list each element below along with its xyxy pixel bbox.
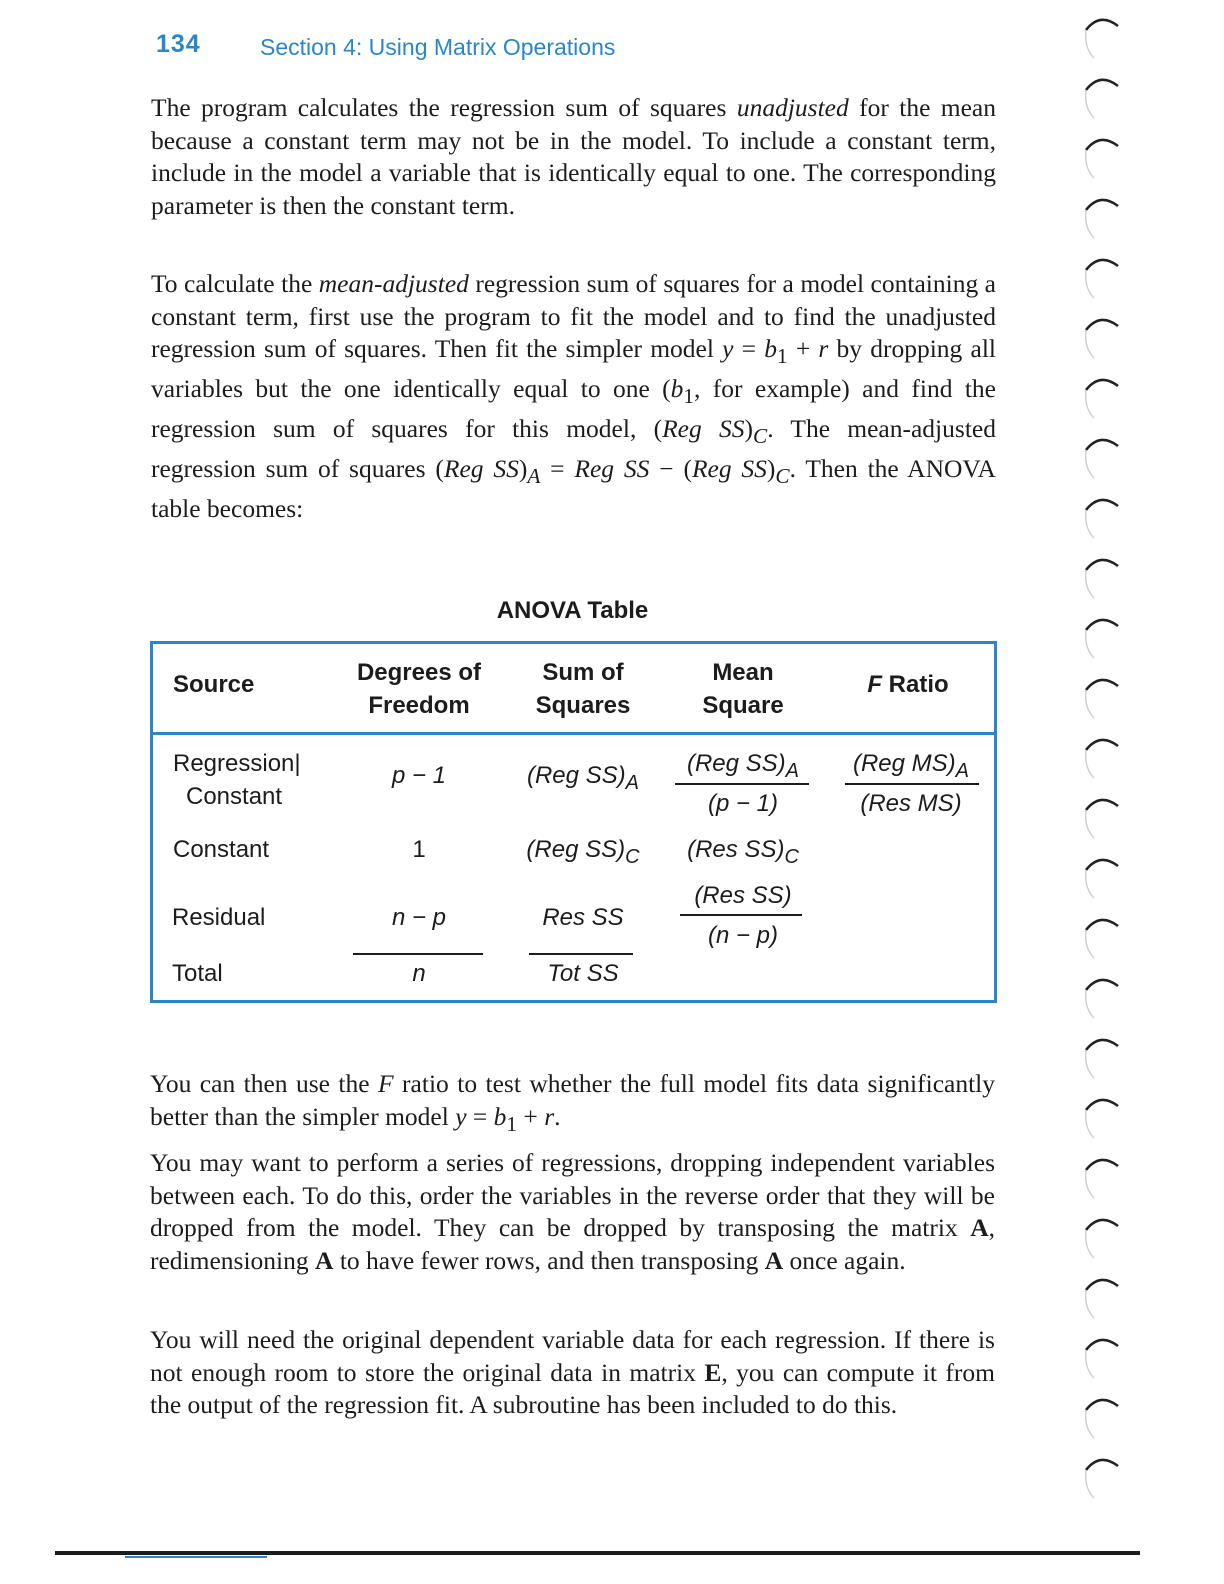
text: by dropping all variables but the one identically equal to one ( (151, 334, 996, 404)
row-regression-ms-numerator (673, 748, 813, 787)
binding-ring (1086, 1460, 1118, 1470)
header-line: Squares (535, 692, 631, 719)
math-sub: C (753, 424, 768, 449)
header-line: Freedom (368, 692, 470, 719)
math: + (517, 1101, 545, 1131)
matrix-name: A (970, 1213, 989, 1243)
section-title: Section 4: Using Matrix Operations (260, 34, 616, 60)
header-f: F (867, 671, 882, 698)
binding-ring (1086, 980, 1118, 990)
binding-ring (1086, 1040, 1118, 1050)
binding-ring-shadow (1086, 750, 1094, 778)
text: You will need the original dependent variable data for each regression. If there is not enough room to store the original data in matrix (150, 1325, 995, 1387)
header-source: Source (173, 671, 255, 698)
binding-ring (1086, 80, 1118, 90)
row-regression-ms-denominator: (p − 1) (707, 790, 779, 817)
binding-ring (1086, 320, 1118, 330)
binding-ring (1086, 920, 1118, 930)
binding-ring-shadow (1086, 1110, 1094, 1138)
ms-text: (Reg SS) (686, 750, 786, 777)
matrix-name: A (315, 1246, 334, 1276)
header-f-ratio (843, 668, 973, 701)
page-bottom-rule (55, 1551, 1140, 1555)
matrix-name: E (704, 1357, 722, 1387)
spiral-binding (1080, 0, 1140, 1584)
ms-sub: A (785, 759, 800, 782)
header-line: Sum of (542, 659, 624, 686)
ss-text: (Reg SS) (526, 762, 626, 789)
text: You can then use the (150, 1069, 379, 1098)
math-sub: 1 (777, 344, 788, 369)
paragraph-5 (150, 1324, 995, 1422)
math: y (455, 1101, 467, 1131)
ss-sub: A (625, 771, 640, 794)
math: r (544, 1101, 555, 1131)
binding-ring (1086, 500, 1118, 510)
ms-sub: C (784, 845, 799, 868)
binding-ring-shadow (1086, 150, 1094, 178)
ss-sub: C (625, 845, 640, 868)
binding-ring-shadow (1086, 810, 1094, 838)
math-sub: A (527, 463, 541, 488)
emphasis: unadjusted (736, 93, 849, 122)
text: , for example) and find the regression sum of squares for this model, ( (151, 374, 996, 443)
math-sub: 1 (683, 384, 695, 409)
page-number: 134 (156, 30, 201, 58)
anova-table (150, 641, 997, 1003)
math: r (818, 334, 829, 364)
row-regression-dof: p − 1 (391, 762, 447, 789)
binding-ring-shadow (1086, 1170, 1094, 1198)
row-residual-ss: Res SS (542, 904, 624, 931)
math: ) (766, 453, 776, 483)
text: ratio to test whether the full model fits data significantly better than the simpler model (150, 1069, 996, 1131)
math: Reg SS (691, 453, 767, 483)
binding-ring-shadow (1086, 990, 1094, 1018)
text: , redimensioning (150, 1213, 995, 1276)
binding-ring-shadow (1086, 1410, 1094, 1438)
fraction-line (845, 783, 979, 785)
math: F (378, 1069, 394, 1098)
row-regression-f-numerator (843, 748, 979, 787)
total-rule (529, 953, 633, 955)
anova-table-title: ANOVA Table (496, 597, 649, 624)
binding-ring (1086, 1400, 1118, 1410)
text: . The mean-adjusted regression sum of squares ( (151, 414, 996, 483)
binding-ring (1086, 1160, 1118, 1170)
binding-ring-shadow (1086, 510, 1094, 538)
binding-ring-shadow (1086, 450, 1094, 478)
row-residual-dof: n − p (391, 904, 447, 931)
binding-ring (1086, 200, 1118, 210)
binding-ring (1086, 860, 1118, 870)
math: b (670, 374, 684, 404)
text: . Then the ANOVA table becomes: (151, 453, 996, 523)
binding-ring-shadow (1086, 30, 1094, 58)
row-total-dof: n (412, 960, 426, 987)
header-divider (153, 732, 994, 735)
text: regression sum of squares for a model containing a constant term, first use the program to fit the model and to find the unadjusted regression sum of squares. Then fit the simpler model (151, 269, 997, 364)
math: ) (518, 453, 528, 483)
ss-text: (Reg SS) (526, 836, 626, 863)
binding-ring (1086, 140, 1118, 150)
binding-ring (1086, 560, 1118, 570)
binding-ring (1086, 680, 1118, 690)
binding-ring (1086, 620, 1118, 630)
binding-ring-shadow (1086, 90, 1094, 118)
text: for the mean because a constant term may not be in the model. To include a constant term, include in the model a variable that is identically equal to one. The corresponding parameter is then the constant term. (151, 93, 996, 221)
paragraph-1 (151, 92, 996, 223)
math: Reg SS (662, 414, 745, 443)
header-line: Mean (712, 659, 774, 686)
text: once again. (783, 1246, 906, 1276)
binding-ring-shadow (1086, 930, 1094, 958)
binding-ring (1086, 740, 1118, 750)
text: , you can compute it from the output of the regression fit. A subroutine has been included to do this. (150, 1357, 995, 1420)
binding-ring (1086, 440, 1118, 450)
ms-text: (Res SS) (687, 836, 785, 863)
binding-ring-shadow (1086, 270, 1094, 298)
binding-ring-shadow (1086, 1230, 1094, 1258)
binding-ring (1086, 1220, 1118, 1230)
row-regression-f-denominator: (Res MS) (860, 790, 962, 817)
row-constant-source: Constant (173, 836, 270, 863)
f-text: (Reg MS) (852, 750, 956, 777)
binding-ring-shadow (1086, 390, 1094, 418)
fraction-line (675, 783, 809, 785)
row-constant-ms (673, 834, 813, 873)
binding-ring-shadow (1086, 1350, 1094, 1378)
header-line: Degrees of (356, 659, 482, 686)
paragraph-4 (150, 1147, 995, 1278)
math-sub: C (775, 463, 790, 488)
header-line: Square (702, 692, 784, 719)
math: + (787, 334, 819, 364)
binding-ring-shadow (1086, 1050, 1094, 1078)
binding-ring (1086, 260, 1118, 270)
text: You may want to perform a series of regressions, dropping independent variables between each. To do this, order the variables in the reverse order that they will be dropped from the model. They can be dropped by transposing the matrix (150, 1148, 995, 1243)
math: b (764, 334, 777, 364)
math: = (466, 1101, 494, 1131)
row-regression-ss (513, 760, 653, 799)
page-bottom-blue-rule (125, 1556, 267, 1558)
paragraph-3 (150, 1068, 995, 1141)
paragraph-2 (151, 268, 996, 525)
math: ) (744, 414, 753, 443)
binding-ring (1086, 20, 1118, 30)
row-total-ss: Tot SS (547, 960, 619, 987)
binding-ring (1086, 1100, 1118, 1110)
math: − ( (649, 453, 692, 483)
matrix-name: A (764, 1246, 784, 1276)
row-residual-ms-numerator: (Res SS) (694, 882, 792, 909)
math: y (722, 334, 734, 364)
row-residual-source: Residual (172, 904, 266, 931)
binding-ring (1086, 380, 1118, 390)
binding-ring-shadow (1086, 570, 1094, 598)
text: The program calculates the regression sum of squares (151, 93, 737, 122)
math-sub: 1 (506, 1111, 518, 1136)
row-total-source: Total (172, 960, 223, 987)
emphasis: mean-adjusted (318, 269, 469, 298)
binding-ring-shadow (1086, 690, 1094, 718)
header-degrees-of-freedom (339, 656, 499, 722)
binding-ring-shadow (1086, 210, 1094, 238)
total-rule (353, 953, 483, 955)
math: Reg SS (443, 453, 519, 483)
binding-ring-shadow (1086, 630, 1094, 658)
header-ratio: Ratio (882, 671, 949, 698)
math: Reg SS (574, 453, 650, 483)
row-constant-dof: 1 (412, 836, 426, 863)
binding-ring-shadow (1086, 330, 1094, 358)
f-sub: A (955, 759, 970, 782)
math: = (733, 334, 765, 364)
binding-ring-shadow (1086, 1290, 1094, 1318)
text: . (554, 1101, 561, 1131)
row-regression-source-2: Constant (186, 783, 283, 810)
binding-ring (1086, 800, 1118, 810)
binding-ring-shadow (1086, 1470, 1094, 1498)
row-residual-ms-denominator: (n − p) (707, 922, 779, 949)
row-constant-ss (513, 834, 653, 873)
text: To calculate the (151, 269, 319, 298)
binding-ring (1086, 1280, 1118, 1290)
row-regression-source: Regression| (173, 750, 301, 777)
header-sum-of-squares (513, 656, 653, 722)
binding-ring (1086, 1340, 1118, 1350)
binding-ring-shadow (1086, 870, 1094, 898)
math: b (493, 1101, 507, 1131)
fraction-line (680, 914, 802, 916)
math: = (540, 453, 575, 483)
header-mean-square (673, 656, 813, 722)
text: to have fewer rows, and then transposing (333, 1246, 765, 1276)
